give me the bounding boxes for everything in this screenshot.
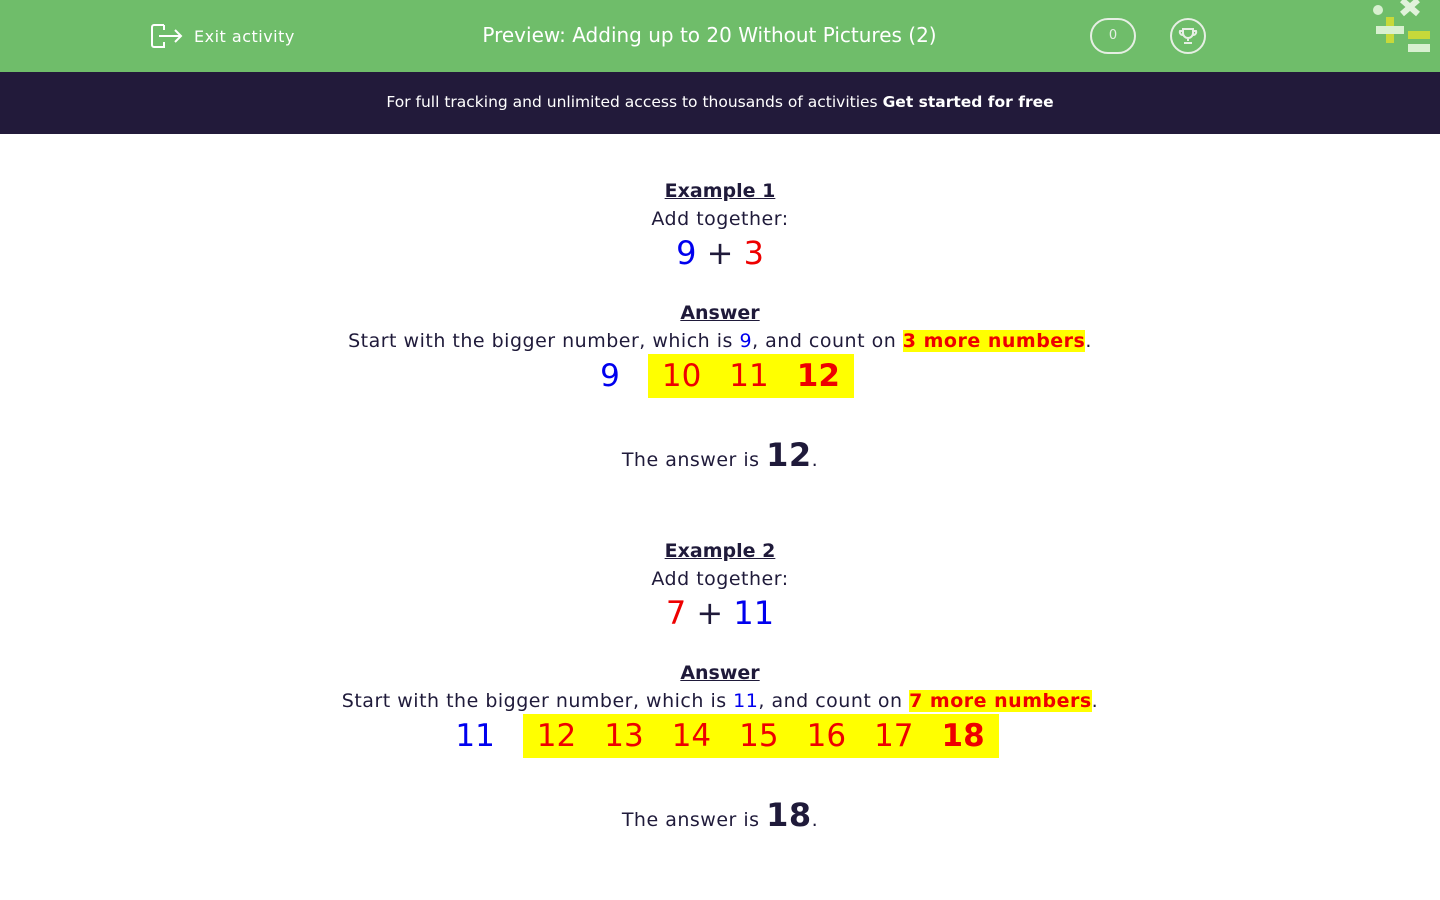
sequence-final: 12 [796,358,840,394]
score-badge: 0 [1090,18,1136,54]
content [0,134,1440,834]
bigger-number: 9 [739,330,753,352]
banner-text: For full tracking and unlimited access to thousands of activities [386,93,883,111]
answer-period: . [811,809,819,831]
prompt: Add together: [651,208,789,230]
sequence-number: 11 [729,358,769,394]
trophy-button[interactable] [1170,18,1206,54]
addend-b: 11 [733,594,775,632]
explanation [0,690,1440,712]
explanation-end: . [1085,330,1092,352]
answer-period: . [811,449,819,471]
trophy-icon [1178,26,1198,46]
sequence-number: 13 [604,718,644,754]
answer-value: 12 [766,436,812,474]
example-1 [0,134,1440,474]
logo-icon [1370,0,1440,56]
addend-a: 9 [676,234,697,272]
sequence-number: 14 [671,718,712,754]
example-heading: Example 2 [664,540,776,562]
get-started-link[interactable]: Get started for free [882,93,1054,111]
example-2 [0,474,1440,834]
sequence-start: 9 [600,358,620,394]
count-sequence [441,714,998,758]
operator: + [706,234,734,272]
count-sequence [586,354,854,398]
sequence-highlight [648,354,854,398]
answer-line [0,796,1440,834]
explanation-start: Start with the bigger number, which is [341,690,734,712]
answer-heading: Answer [680,302,760,324]
top-bar [0,0,1440,72]
count-highlight: 7 more numbers [909,690,1092,712]
sequence-number: 10 [661,358,702,394]
sequence-number: 16 [806,718,847,754]
addend-b: 3 [743,234,764,272]
explanation-mid: , and count on [752,330,903,352]
explanation-mid: , and count on [758,690,910,712]
sequence-start: 11 [455,718,495,754]
answer-value: 18 [766,796,812,834]
exit-label: Exit activity [194,26,295,46]
explanation-end: . [1091,690,1099,712]
example-heading: Example 1 [664,180,776,202]
addend-a: 7 [665,594,687,632]
answer-text: The answer is [621,449,767,471]
answer-heading: Answer [680,662,760,684]
bigger-number: 11 [733,690,759,712]
promo-banner [0,72,1440,134]
answer-text: The answer is [621,809,767,831]
sequence-highlight [523,714,999,758]
sequence-final: 18 [941,718,985,754]
explanation-start: Start with the bigger number, which is [348,330,740,352]
page-title [0,23,1440,47]
sequence-number: 17 [874,718,914,754]
count-highlight: 3 more numbers [902,330,1086,352]
operator: + [696,594,724,632]
sequence-number: 15 [739,718,779,754]
answer-line [0,436,1440,474]
sequence-number: 12 [536,718,577,754]
page-title-text: Preview: Adding up to 20 Without Pictures (2) [482,23,937,47]
explanation [0,330,1440,352]
prompt: Add together: [651,568,789,590]
